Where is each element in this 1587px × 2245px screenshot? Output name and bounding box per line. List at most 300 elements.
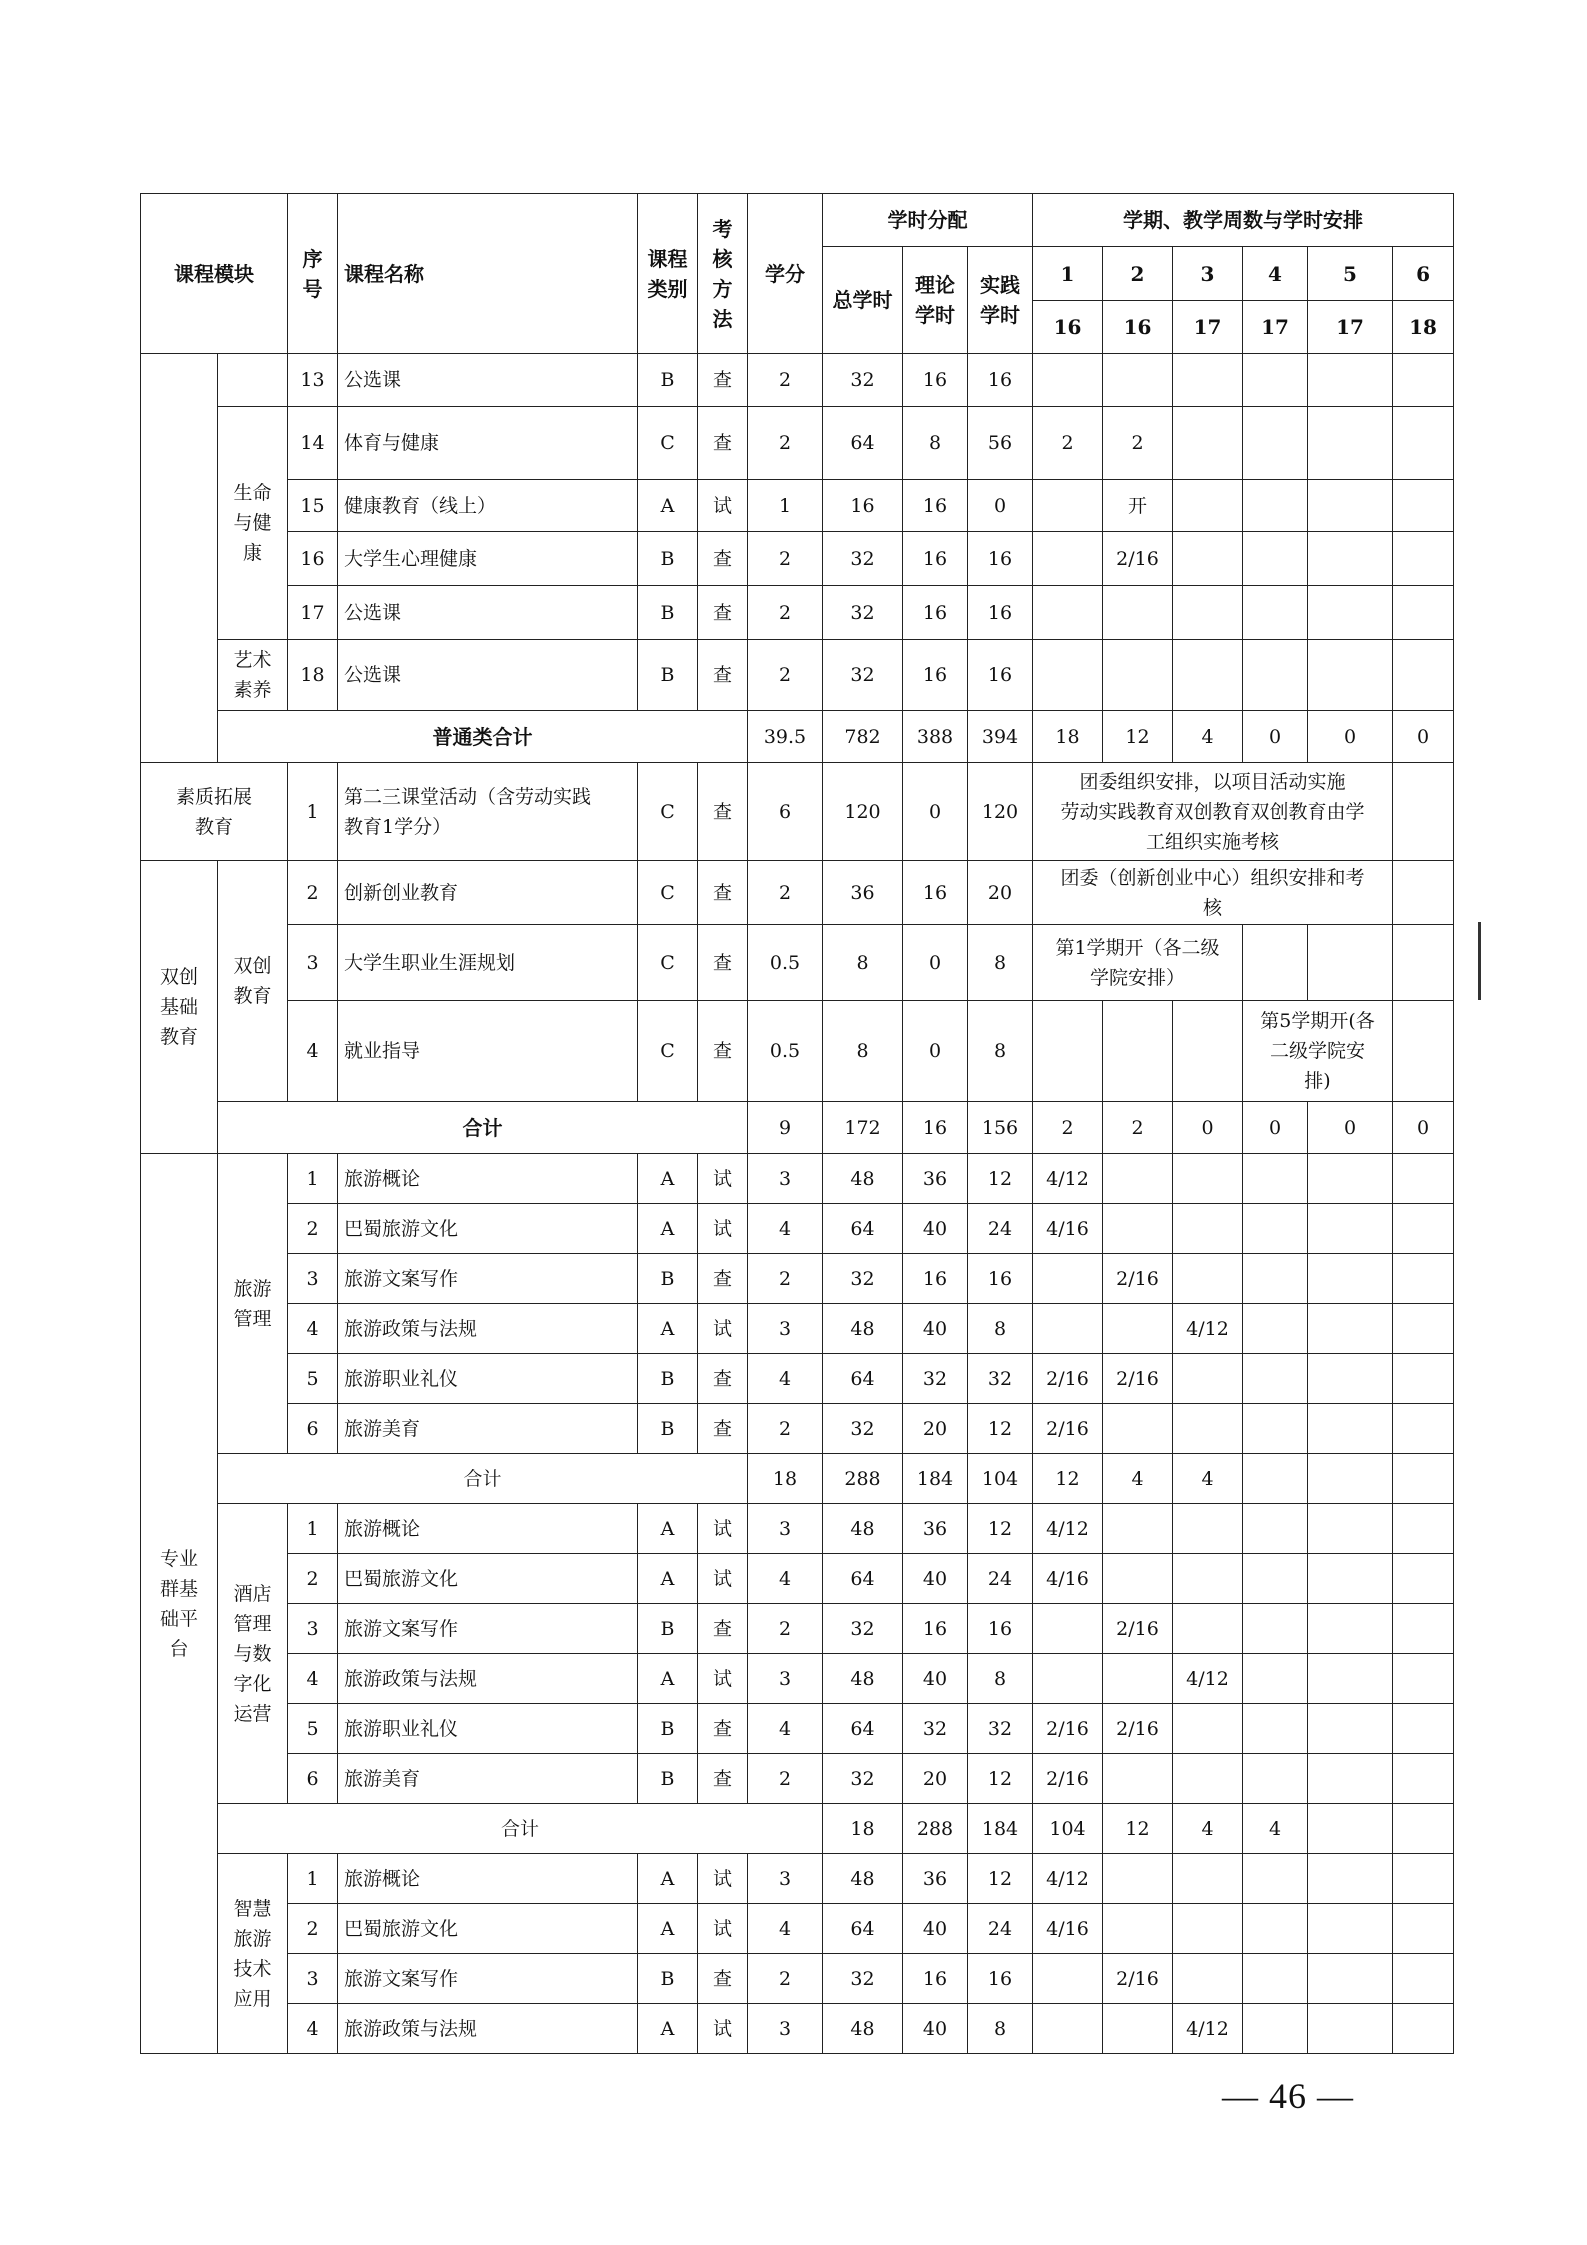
cell: 查: [698, 586, 748, 640]
cell: 12: [968, 1504, 1033, 1554]
cell: 32: [823, 1604, 903, 1654]
cell: 旅游文案写作: [338, 1604, 638, 1654]
cell: 16: [903, 861, 968, 925]
cell: C: [638, 763, 698, 861]
empty-cell: [1243, 1204, 1308, 1254]
cell: 4/12: [1173, 2004, 1243, 2054]
cell: 旅游概论: [338, 1154, 638, 1204]
cell: 48: [823, 1154, 903, 1204]
cell: 查: [698, 1404, 748, 1454]
empty-cell: [1103, 354, 1173, 407]
empty-cell: [1243, 1504, 1308, 1554]
empty-cell: [1033, 2004, 1103, 2054]
cell: 2/16: [1103, 1254, 1173, 1304]
header-seq: 序 号: [288, 194, 338, 354]
cell: 旅游概论: [338, 1504, 638, 1554]
cell: C: [638, 925, 698, 1001]
note-cell: 第1学期开（各二级 学院安排）: [1033, 925, 1243, 1001]
header-alloc: 学时分配: [823, 194, 1033, 247]
cell: 18: [288, 640, 338, 711]
cell: A: [638, 1504, 698, 1554]
empty-cell: [1243, 586, 1308, 640]
cell: 3: [288, 1254, 338, 1304]
empty-cell: [1308, 640, 1393, 711]
cell: 40: [903, 1654, 968, 1704]
cell: 40: [903, 1304, 968, 1354]
margin-mark: [1478, 922, 1481, 1000]
cell: 48: [823, 2004, 903, 2054]
cell: B: [638, 1704, 698, 1754]
cell: 4: [748, 1904, 823, 1954]
cell: 2: [288, 1904, 338, 1954]
cell: 4: [748, 1354, 823, 1404]
cell: 16: [968, 586, 1033, 640]
cell: 32: [823, 1404, 903, 1454]
empty-cell: [1103, 1204, 1173, 1254]
empty-cell: [1243, 640, 1308, 711]
empty-cell: [1308, 925, 1393, 1001]
empty-cell: [1243, 407, 1308, 480]
table-row: [141, 480, 1454, 532]
cell: 0: [1393, 711, 1454, 763]
cell: 4: [1173, 711, 1243, 763]
empty-cell: [1393, 1854, 1454, 1904]
empty-cell: [1173, 1754, 1243, 1804]
empty-cell: [1103, 2004, 1173, 2054]
empty-cell: [1393, 861, 1454, 925]
empty-cell: [1308, 1654, 1393, 1704]
cell: 查: [698, 1254, 748, 1304]
cell: 8: [968, 2004, 1033, 2054]
empty-cell: [1173, 640, 1243, 711]
cell: 8: [968, 1001, 1033, 1102]
table-row: [141, 861, 1454, 925]
cell: 试: [698, 2004, 748, 2054]
cell: 32: [903, 1704, 968, 1754]
header-row-1: [141, 194, 1454, 247]
header-practice: 实践 学时: [968, 247, 1033, 354]
sem-num: 4: [1243, 247, 1308, 301]
table-row: [141, 532, 1454, 586]
empty-cell: [1393, 586, 1454, 640]
empty-cell: [1393, 1654, 1454, 1704]
cell: 试: [698, 1904, 748, 1954]
cell: 48: [823, 1654, 903, 1704]
cell: 公选课: [338, 640, 638, 711]
header-exam: 考 核 方 法: [698, 194, 748, 354]
cell: B: [638, 1354, 698, 1404]
table-row: [141, 354, 1454, 407]
cell: 104: [968, 1454, 1033, 1504]
sem-num: 3: [1173, 247, 1243, 301]
table-row: [141, 1254, 1454, 1304]
general-total-row: [141, 711, 1454, 763]
empty-cell: [1103, 1154, 1173, 1204]
cell: 156: [968, 1102, 1033, 1154]
empty-cell: [1308, 354, 1393, 407]
cell: 9: [748, 1102, 823, 1154]
empty-cell: [1393, 1704, 1454, 1754]
empty-cell: [1393, 1254, 1454, 1304]
cell: 388: [903, 711, 968, 763]
cell: 查: [698, 1354, 748, 1404]
cell: 查: [698, 1954, 748, 2004]
empty-cell: [1173, 1404, 1243, 1454]
cell: 创新创业教育: [338, 861, 638, 925]
cell: 288: [903, 1804, 968, 1854]
cell: 2/16: [1033, 1404, 1103, 1454]
empty-cell: [1033, 1604, 1103, 1654]
cell: 4: [288, 1001, 338, 1102]
cell: 16: [968, 532, 1033, 586]
table-row: [141, 1354, 1454, 1404]
cell: 0: [1393, 1102, 1454, 1154]
empty-cell: [1103, 1904, 1173, 1954]
module-general: [141, 354, 218, 763]
empty-cell: [1308, 1354, 1393, 1404]
cell: 15: [288, 480, 338, 532]
cell: 782: [823, 711, 903, 763]
empty-cell: [1308, 1404, 1393, 1454]
empty-cell: [1243, 1304, 1308, 1354]
empty-cell: [1173, 1854, 1243, 1904]
cell: 4/16: [1033, 1554, 1103, 1604]
cell: 3: [748, 1304, 823, 1354]
cell: 12: [968, 1404, 1033, 1454]
cell: 2: [748, 354, 823, 407]
cell: 4/12: [1033, 1854, 1103, 1904]
cell: 查: [698, 1704, 748, 1754]
cell: 2: [288, 861, 338, 925]
cell: 0: [903, 763, 968, 861]
empty-cell: [1308, 1954, 1393, 2004]
header-module: 课程模块: [141, 194, 288, 354]
cell: 32: [903, 1354, 968, 1404]
empty-cell: [1243, 1654, 1308, 1704]
empty-cell: [1173, 1001, 1243, 1102]
cell: 16: [968, 1604, 1033, 1654]
cell: 第二三课堂活动（含劳动实践 教育1学分）: [338, 763, 638, 861]
table-row: [141, 640, 1454, 711]
empty-cell: [1243, 1854, 1308, 1904]
cell: 36: [903, 1854, 968, 1904]
cell: 18: [823, 1804, 903, 1854]
table-row: [141, 1904, 1454, 1954]
cell: 查: [698, 763, 748, 861]
subtotal-row: [141, 1804, 1454, 1854]
cell: 24: [968, 1204, 1033, 1254]
empty-cell: [1393, 925, 1454, 1001]
cell: 开: [1103, 480, 1173, 532]
empty-cell: [1308, 1504, 1393, 1554]
cell: 2: [748, 407, 823, 480]
empty-cell: [1243, 1454, 1308, 1504]
cell: 2: [1103, 407, 1173, 480]
empty-cell: [1393, 1554, 1454, 1604]
sem-weeks: 16: [1103, 301, 1173, 354]
empty-cell: [1393, 1954, 1454, 2004]
cell: 公选课: [338, 586, 638, 640]
cell: A: [638, 2004, 698, 2054]
cell: 16: [903, 532, 968, 586]
empty-cell: [1243, 1604, 1308, 1654]
cell: 8: [823, 925, 903, 1001]
cell: 旅游概论: [338, 1854, 638, 1904]
cell: 旅游政策与法规: [338, 1654, 638, 1704]
empty-cell: [1308, 1454, 1393, 1504]
cell: 4/16: [1033, 1204, 1103, 1254]
sem-weeks: 17: [1243, 301, 1308, 354]
empty-cell: [1308, 407, 1393, 480]
cell: 6: [288, 1754, 338, 1804]
note-cell: 第5学期开(各 二级学院安 排): [1243, 1001, 1393, 1102]
empty-cell: [1243, 480, 1308, 532]
cell: 旅游职业礼仪: [338, 1354, 638, 1404]
sem-num: 1: [1033, 247, 1103, 301]
cell: 0: [903, 1001, 968, 1102]
subtotal-label: 合计: [218, 1454, 748, 1504]
cell: 120: [823, 763, 903, 861]
submodule-tourism: 旅游 管理: [218, 1154, 288, 1454]
table-row: [141, 925, 1454, 1001]
cell: 查: [698, 532, 748, 586]
module-quality: 素质拓展 教育: [141, 763, 288, 861]
cell: 试: [698, 1554, 748, 1604]
empty-cell: [1243, 925, 1308, 1001]
cell: 4: [1173, 1804, 1243, 1854]
empty-cell: [1393, 480, 1454, 532]
header-total: 总学时: [823, 247, 903, 354]
cell: 64: [823, 1704, 903, 1754]
empty-cell: [1033, 532, 1103, 586]
cell: 3: [288, 1954, 338, 2004]
cell: 3: [288, 1604, 338, 1654]
cell: 2/16: [1103, 532, 1173, 586]
cell: 1: [288, 1154, 338, 1204]
cell: 旅游美育: [338, 1404, 638, 1454]
empty-cell: [1243, 1404, 1308, 1454]
empty-cell: [1393, 640, 1454, 711]
empty-cell: [1173, 1204, 1243, 1254]
cell: 巴蜀旅游文化: [338, 1904, 638, 1954]
empty-cell: [1103, 640, 1173, 711]
cell: 32: [823, 1754, 903, 1804]
sem-weeks: 17: [1308, 301, 1393, 354]
cell: 2: [748, 640, 823, 711]
cell: 0.5: [748, 1001, 823, 1102]
cell: 20: [968, 861, 1033, 925]
cell: B: [638, 1254, 698, 1304]
cell: 48: [823, 1504, 903, 1554]
empty-cell: [1308, 1704, 1393, 1754]
table-row: [141, 1204, 1454, 1254]
cell: 16: [903, 1604, 968, 1654]
cell: 2: [748, 532, 823, 586]
cell: B: [638, 640, 698, 711]
empty-cell: [1308, 1904, 1393, 1954]
cell: 2: [748, 861, 823, 925]
empty-cell: [1243, 1704, 1308, 1754]
cell: 旅游职业礼仪: [338, 1704, 638, 1754]
course-schedule-table: [140, 193, 1454, 2054]
empty-cell: [1173, 1954, 1243, 2004]
empty-cell: [1033, 1654, 1103, 1704]
cell: 大学生心理健康: [338, 532, 638, 586]
module-dual: 双创 基础 教育: [141, 861, 218, 1154]
cell: 16: [823, 480, 903, 532]
cell: 32: [823, 1254, 903, 1304]
cell: 2/16: [1103, 1704, 1173, 1754]
cell: 查: [698, 407, 748, 480]
cell: 40: [903, 1204, 968, 1254]
empty-cell: [1308, 480, 1393, 532]
empty-cell: [1393, 1804, 1454, 1854]
cell: 试: [698, 1654, 748, 1704]
module-prof: 专业 群基 础平 台: [141, 1154, 218, 2054]
cell: 4/12: [1033, 1154, 1103, 1204]
empty-cell: [1308, 1154, 1393, 1204]
cell: 3: [748, 2004, 823, 2054]
cell: 24: [968, 1554, 1033, 1604]
empty-cell: [1173, 354, 1243, 407]
cell: 2: [748, 1404, 823, 1454]
table-row: [141, 1154, 1454, 1204]
header-name: 课程名称: [338, 194, 638, 354]
cell: 查: [698, 354, 748, 407]
sem-weeks: 16: [1033, 301, 1103, 354]
header-credit: 学分: [748, 194, 823, 354]
empty-cell: [1243, 1554, 1308, 1604]
cell: 172: [823, 1102, 903, 1154]
cell: 16: [968, 354, 1033, 407]
empty-cell: [1103, 1504, 1173, 1554]
table-row: [141, 1954, 1454, 2004]
cell: 旅游文案写作: [338, 1254, 638, 1304]
empty-cell: [1033, 586, 1103, 640]
cell: 14: [288, 407, 338, 480]
table-row: [141, 1504, 1454, 1554]
cell: 5: [288, 1704, 338, 1754]
cell: 试: [698, 1154, 748, 1204]
empty-cell: [1103, 1554, 1173, 1604]
empty-cell: [1393, 532, 1454, 586]
cell: 32: [823, 354, 903, 407]
empty-cell: [1033, 354, 1103, 407]
cell: 64: [823, 407, 903, 480]
cell: B: [638, 586, 698, 640]
cell: 4: [748, 1704, 823, 1754]
dual-total-row: [141, 1102, 1454, 1154]
cell: 36: [823, 861, 903, 925]
empty-cell: [1393, 1454, 1454, 1504]
cell: 试: [698, 1304, 748, 1354]
cell: 4/16: [1033, 1904, 1103, 1954]
empty-cell: [1103, 1001, 1173, 1102]
cell: A: [638, 1304, 698, 1354]
cell: 1: [288, 1854, 338, 1904]
cell: 12: [1103, 711, 1173, 763]
cell: 16: [288, 532, 338, 586]
cell: B: [638, 1604, 698, 1654]
cell: 4: [748, 1204, 823, 1254]
cell: A: [638, 1854, 698, 1904]
empty-cell: [1173, 1154, 1243, 1204]
cell: 0: [968, 480, 1033, 532]
sem-weeks: 18: [1393, 301, 1454, 354]
cell: 健康教育（线上）: [338, 480, 638, 532]
cell: A: [638, 480, 698, 532]
cell: 大学生职业生涯规划: [338, 925, 638, 1001]
cell: 104: [1033, 1804, 1103, 1854]
cell: 6: [748, 763, 823, 861]
cell: 2: [288, 1204, 338, 1254]
cell: 40: [903, 1554, 968, 1604]
empty-cell: [1173, 1904, 1243, 1954]
cell: 184: [968, 1804, 1033, 1854]
cell: 32: [968, 1354, 1033, 1404]
cell: 32: [968, 1704, 1033, 1754]
total-label: 普通类合计: [218, 711, 748, 763]
empty-cell: [1243, 1354, 1308, 1404]
empty-cell: [1173, 407, 1243, 480]
cell: A: [638, 1204, 698, 1254]
cell: 4/12: [1173, 1654, 1243, 1704]
cell: 4: [288, 1304, 338, 1354]
empty-cell: [1308, 1304, 1393, 1354]
cell: 旅游政策与法规: [338, 1304, 638, 1354]
sem-num: 2: [1103, 247, 1173, 301]
cell: 32: [823, 640, 903, 711]
cell: 就业指导: [338, 1001, 638, 1102]
cell: 查: [698, 1001, 748, 1102]
cell: 120: [968, 763, 1033, 861]
cell: 4: [1173, 1454, 1243, 1504]
empty-cell: [1393, 1001, 1454, 1102]
cell: 0: [1308, 1102, 1393, 1154]
empty-cell: [1103, 1404, 1173, 1454]
cell: 1: [288, 1504, 338, 1554]
empty-cell: [1103, 1304, 1173, 1354]
cell: 184: [903, 1454, 968, 1504]
empty-cell: [1308, 1554, 1393, 1604]
cell: 1: [748, 480, 823, 532]
table-row: [141, 2004, 1454, 2054]
empty-cell: [1308, 586, 1393, 640]
cell: 旅游美育: [338, 1754, 638, 1804]
cell: A: [638, 1904, 698, 1954]
note-cell: 团委（创新创业中心）组织安排和考 核: [1033, 861, 1393, 925]
cell: 56: [968, 407, 1033, 480]
empty-cell: [1033, 1001, 1103, 1102]
submodule-empty: [218, 354, 288, 407]
empty-cell: [1243, 1904, 1308, 1954]
table-row: [141, 1754, 1454, 1804]
cell: 6: [288, 1404, 338, 1454]
cell: 12: [968, 1854, 1033, 1904]
cell: C: [638, 1001, 698, 1102]
cell: 20: [903, 1404, 968, 1454]
cell: 16: [903, 586, 968, 640]
cell: 4: [288, 2004, 338, 2054]
cell: 2: [748, 586, 823, 640]
cell: 试: [698, 1504, 748, 1554]
cell: 1: [288, 763, 338, 861]
empty-cell: [1173, 1554, 1243, 1604]
cell: 8: [968, 1304, 1033, 1354]
cell: 36: [903, 1504, 968, 1554]
empty-cell: [1243, 354, 1308, 407]
submodule-hotel: 酒店 管理 与数 字化 运营: [218, 1504, 288, 1804]
